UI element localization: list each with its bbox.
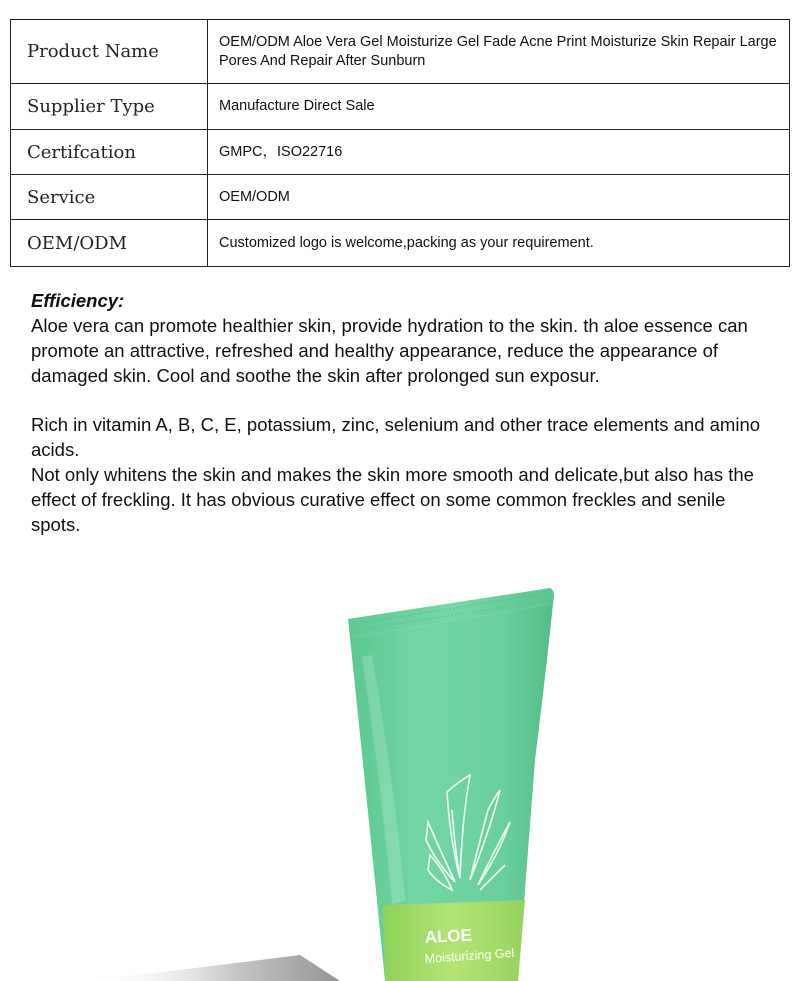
product-image xyxy=(0,560,800,981)
spec-value: Manufacture Direct Sale xyxy=(208,84,790,130)
spec-value: OEM/ODM xyxy=(208,175,790,220)
efficiency-paragraph: Not only whitens the skin and makes the skin more smooth and delicate,but also has the effect of freckling. It has obvious curative effect on some common freckles and senile spots. xyxy=(31,464,754,535)
spec-table xyxy=(10,19,790,267)
product-subtitle: Moisturizing Gel xyxy=(424,945,515,966)
spec-label: Supplier Type xyxy=(11,84,208,130)
spec-row-oem-odm xyxy=(11,220,790,267)
spec-value: GMPC，ISO22716 xyxy=(208,130,790,175)
spec-value: Customized logo is welcome,packing as your requirement. xyxy=(208,220,790,267)
spec-label: Product Name xyxy=(11,20,208,84)
efficiency-paragraph: Rich in vitamin A, B, C, E, potassium, zinc, selenium and other trace elements and amino acids. xyxy=(31,414,761,460)
product-brand: ALOE xyxy=(424,925,473,947)
efficiency-title: Efficiency: xyxy=(31,290,125,311)
floor-shadow xyxy=(90,955,340,981)
spec-row-service xyxy=(11,175,790,220)
spec-row-supplier-type xyxy=(11,84,790,130)
spec-row-product-name xyxy=(11,20,790,84)
spec-label: OEM/ODM xyxy=(11,220,208,267)
spec-label: Certifcation xyxy=(11,130,208,175)
efficiency-section xyxy=(31,288,771,537)
spec-value: OEM/ODM Aloe Vera Gel Moisturize Gel Fade Acne Print Moisturize Skin Repair Large Pores And Repair After Sunburn xyxy=(208,20,790,84)
spec-row-certification xyxy=(11,130,790,175)
efficiency-paragraph: Aloe vera can promote healthier skin, provide hydration to the skin. th aloe essence can promote an attractive, refreshed and healthy appearance, reduce the appearance of damaged skin. Cool and soothe the skin after prolonged sun exposur. xyxy=(31,315,748,386)
spec-label: Service xyxy=(11,175,208,220)
